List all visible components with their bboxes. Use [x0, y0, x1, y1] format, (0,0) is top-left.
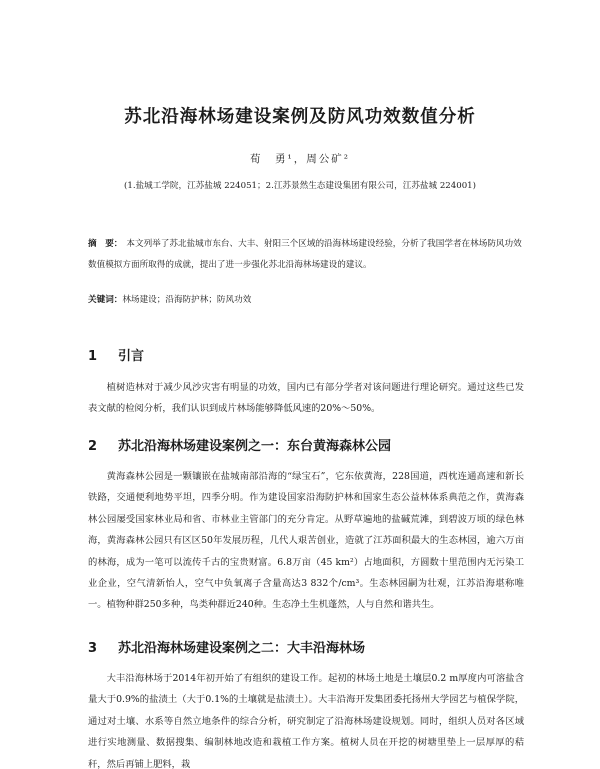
section-number: 2: [88, 439, 98, 454]
section-1-paragraph: 植树造林对于减少风沙灾害有明显的功效，国内已有部分学者对该问题进行理论研究。通过这些已发表文献的检阅分析，我们认识到成片林场能够降低风速的20%～50%。: [88, 382, 524, 415]
authors: 荀 勇¹，周公矿²: [250, 153, 350, 165]
section-heading-3: [88, 637, 365, 656]
section-title: 苏北沿海林场建设案例之二：大丰沿海林场: [118, 641, 366, 656]
abstract: [88, 234, 524, 276]
keywords: [88, 293, 524, 305]
section-heading-2: [88, 435, 391, 454]
section-number: 3: [88, 641, 98, 656]
affiliation: (1.盐城工学院，江苏盐城 224051；2.江苏景然生态建设集团有限公司，江苏盐城 224001): [124, 181, 476, 191]
section-3-paragraph: 大丰沿海林场于2014年初开始了有组织的建设工作。起初的林场土地是土壤层0.2 m厚度内可溶盐含量大于0.9%的盐渍土（大于0.1%的土壤就是盐渍土）。大丰沿海开发集团委托扬州大学园艺与植保学院，通过对土壤、水系等自然立地条件的综合分析，研究制定了沿海林场建设规划。同时，组织人员对各区域进行实地测量、数据搜集、编制林地改造和栽植工作方案。植树人员在开挖的树塘里垫上一层厚厚的秸秆，然后再铺上肥料，栽: [88, 673, 524, 769]
paper-title: 苏北沿海林场建设案例及防风功效数值分析: [124, 107, 476, 127]
section-title: 苏北沿海林场建设案例之一：东台黄海森林公园: [118, 439, 392, 454]
section-number: 1: [88, 349, 98, 364]
abstract-label: 摘 要：: [88, 239, 123, 249]
section-heading-1: [88, 345, 144, 364]
keywords-text: 林场建设；沿海防护林；防风功效: [122, 295, 252, 305]
keywords-label: 关键词：: [88, 295, 123, 305]
section-2-paragraph: 黄海森林公园是一颗镶嵌在盐城南部沿海的“绿宝石”，它东依黄海，228国道，西枕连通高速和新长铁路，交通便利地势平坦，四季分明。作为建设国家沿海防护林和国家生态公益林体系典范之作，黄海森林公园屡受国家林业局和省、市林业主管部门的充分肯定。从野草遍地的盐碱荒滩，到碧波万顷的绿色林海，黄海森林公园只有区区50年发展历程，几代人艰苦创业，造就了江苏面积最大的生态林园，逾六万亩的林海，成为一笔可以流传千古的宝贵财富。6.8万亩（45 km²）占地面积，方圆数十里范围内无污染工业企业，空气清新怡人，空气中负氧离子含量高达3 832个/cm³。生态林园嗣为壮观，江苏沿海堪称唯一。植物种群250多种，鸟类种群近240种。生态净土生机蓬然，人与自然和谐共生。: [88, 471, 524, 611]
section-title: 引言: [118, 349, 145, 364]
abstract-text: 本文列举了苏北盐城市东台、大丰、射阳三个区域的沿海林场建设经验，分析了我国学者在林场防风功效数值模拟方面所取得的成就，提出了进一步强化苏北沿海林场建设的建议。: [88, 239, 522, 270]
